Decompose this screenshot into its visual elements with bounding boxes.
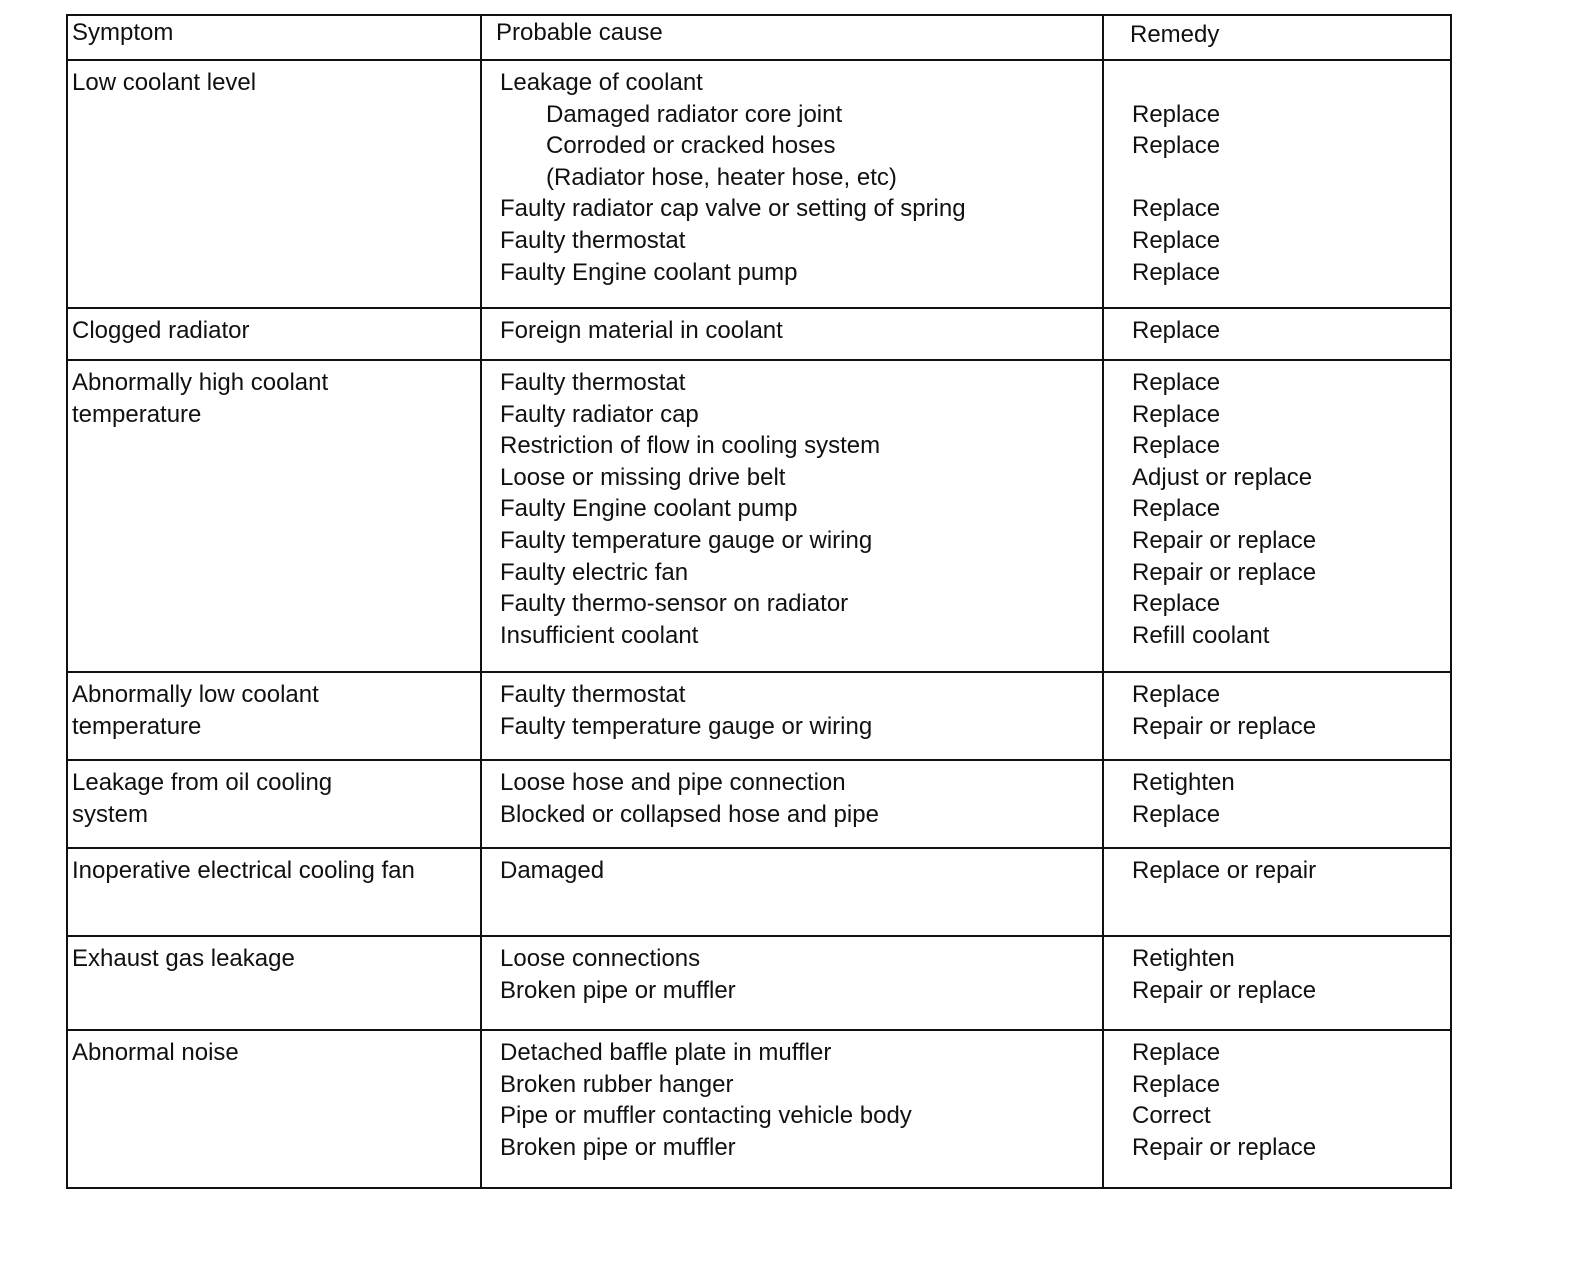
symptom-text: Inoperative electrical cooling fan <box>72 857 415 884</box>
remedy-line: Replace <box>1132 195 1221 223</box>
symptom-text: Abnormal noise <box>72 1039 239 1066</box>
cause-line: Faulty temperature gauge or wiring <box>500 526 873 554</box>
cause-line: Insufficient coolant <box>500 621 699 649</box>
probable-cause-cell <box>481 60 1103 308</box>
cause-line: Broken rubber hanger <box>500 1070 734 1098</box>
remedy-line: Replace <box>1132 258 1221 286</box>
table-row <box>67 760 1451 848</box>
probable-cause-cell <box>481 760 1103 848</box>
cause-line: Faulty Engine coolant pump <box>500 258 798 286</box>
cause-line: Faulty thermostat <box>500 369 686 396</box>
cause-line: Loose hose and pipe connection <box>500 769 846 796</box>
header-remedy: Remedy <box>1103 15 1451 60</box>
table-header-row <box>67 15 1451 60</box>
header-symptom: Symptom <box>67 15 481 60</box>
remedy-line: Replace <box>1132 681 1221 708</box>
cause-line: Broken pipe or muffler <box>500 1133 736 1161</box>
remedy-line: Refill coolant <box>1132 621 1270 649</box>
cause-line: Faulty thermostat <box>500 681 686 708</box>
probable-cause-cell <box>481 308 1103 360</box>
table-row <box>67 308 1451 360</box>
symptom-cell <box>67 672 481 760</box>
table-row <box>67 936 1451 1030</box>
header-probable-cause: Probable cause <box>481 15 1103 60</box>
remedy-line: Repair or replace <box>1132 558 1317 586</box>
symptom-cell <box>67 308 481 360</box>
remedy-line: Replace <box>1132 400 1221 428</box>
cause-line: Damaged <box>500 857 605 884</box>
symptom-cell <box>67 760 481 848</box>
remedy-cell <box>1103 1030 1451 1188</box>
remedy-line: Repair or replace <box>1132 1133 1317 1161</box>
table-row <box>67 360 1451 672</box>
remedy-line: Replace <box>1132 132 1221 160</box>
symptom-cell <box>67 360 481 672</box>
remedy-cell <box>1103 308 1451 360</box>
remedy-cell <box>1103 848 1451 936</box>
remedy-line: Replace <box>1132 369 1221 396</box>
remedy-cell <box>1103 760 1451 848</box>
cause-line: Faulty radiator cap <box>500 400 699 428</box>
symptom-text: Clogged radiator <box>72 317 250 344</box>
cause-line: Corroded or cracked hoses <box>546 132 836 160</box>
remedy-line <box>1132 162 1446 194</box>
probable-cause-cell <box>481 936 1103 1030</box>
cause-line: Faulty thermo-sensor on radiator <box>500 590 849 618</box>
troubleshooting-sheet <box>66 14 1452 1189</box>
remedy-line: Adjust or replace <box>1132 463 1313 491</box>
table-row <box>67 672 1451 760</box>
remedy-cell <box>1103 360 1451 672</box>
probable-cause-cell <box>481 672 1103 760</box>
remedy-cell <box>1103 672 1451 760</box>
cause-line: Leakage of coolant <box>500 69 703 96</box>
cause-line: Faulty radiator cap valve or setting of spring <box>500 195 966 223</box>
cause-line: Loose or missing drive belt <box>500 463 786 491</box>
probable-cause-cell <box>481 1030 1103 1188</box>
table-row <box>67 60 1451 308</box>
cause-line: Faulty temperature gauge or wiring <box>500 712 873 740</box>
symptom-text: Leakage from oil cooling system <box>72 769 333 828</box>
remedy-line: Retighten <box>1132 769 1235 796</box>
remedy-line: Repair or replace <box>1132 712 1317 740</box>
cause-line: Faulty thermostat <box>500 226 686 254</box>
cause-line: Foreign material in coolant <box>500 317 783 344</box>
remedy-line: Replace <box>1132 1039 1221 1066</box>
remedy-line: Replace <box>1132 800 1221 828</box>
symptom-cell <box>67 60 481 308</box>
remedy-line: Repair or replace <box>1132 976 1317 1004</box>
cause-line: Broken pipe or muffler <box>500 976 736 1004</box>
cause-line: Faulty Engine coolant pump <box>500 495 798 523</box>
remedy-line: Replace <box>1132 1070 1221 1098</box>
remedy-line: Repair or replace <box>1132 526 1317 554</box>
remedy-line: Correct <box>1132 1102 1211 1130</box>
probable-cause-cell <box>481 360 1103 672</box>
cause-line: Pipe or muffler contacting vehicle body <box>500 1102 912 1130</box>
remedy-line: Replace <box>1132 495 1221 523</box>
symptom-text: Abnormally low coolant temperature <box>72 681 319 740</box>
cause-line: Loose connections <box>500 945 701 972</box>
remedy-line: Replace <box>1132 317 1221 344</box>
troubleshooting-table <box>66 14 1452 1189</box>
remedy-line: Replace <box>1132 100 1221 128</box>
remedy-line: Replace <box>1132 226 1221 254</box>
probable-cause-cell <box>481 848 1103 936</box>
remedy-line <box>1132 67 1446 99</box>
cause-line: Restriction of flow in cooling system <box>500 432 881 460</box>
symptom-text: Abnormally high coolant temperature <box>72 369 329 428</box>
remedy-line: Replace or repair <box>1132 857 1317 884</box>
symptom-text: Exhaust gas leakage <box>72 945 295 972</box>
table-row <box>67 1030 1451 1188</box>
symptom-cell <box>67 936 481 1030</box>
table-body <box>67 60 1451 1188</box>
cause-line: Faulty electric fan <box>500 558 689 586</box>
remedy-cell <box>1103 936 1451 1030</box>
remedy-cell <box>1103 60 1451 308</box>
table-row <box>67 848 1451 936</box>
symptom-cell <box>67 848 481 936</box>
cause-line: Blocked or collapsed hose and pipe <box>500 800 879 828</box>
remedy-line: Retighten <box>1132 945 1235 972</box>
cause-line: (Radiator hose, heater hose, etc) <box>546 163 897 191</box>
cause-line: Damaged radiator core joint <box>546 100 843 128</box>
symptom-cell <box>67 1030 481 1188</box>
remedy-line: Replace <box>1132 590 1221 618</box>
cause-line: Detached baffle plate in muffler <box>500 1039 832 1066</box>
symptom-text: Low coolant level <box>72 69 257 96</box>
remedy-line: Replace <box>1132 432 1221 460</box>
